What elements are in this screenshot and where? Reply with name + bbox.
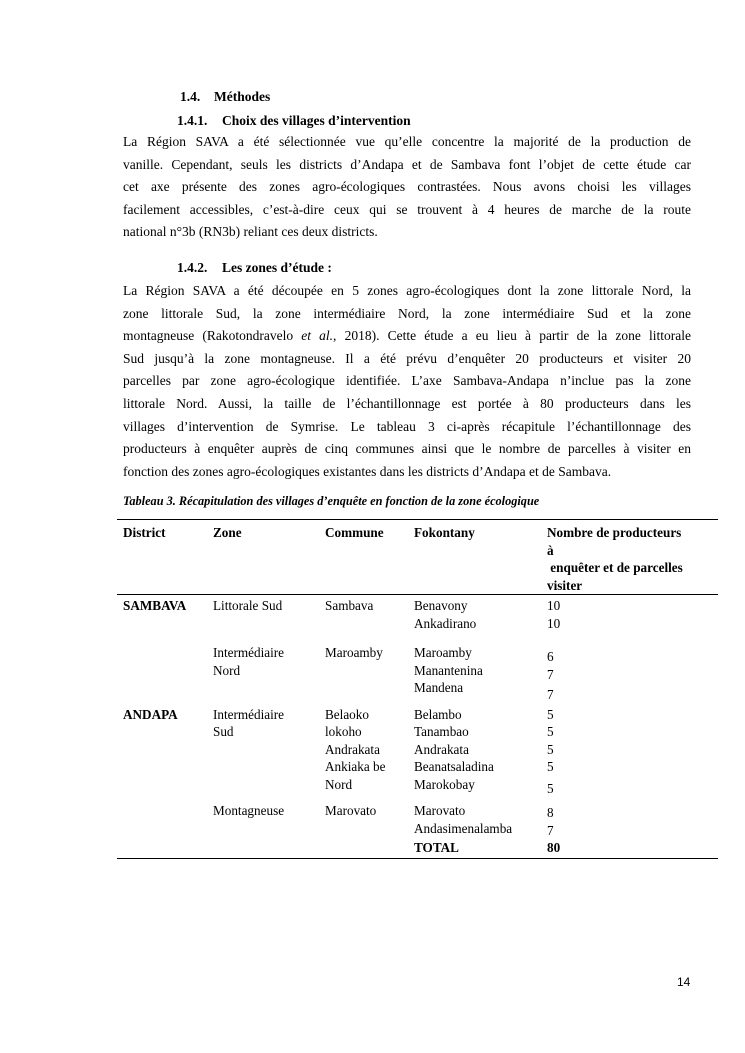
paragraph-line: La Région SAVA a été sélectionnée vue qu’elle concentre la majorité de la production de: [123, 134, 691, 149]
cell-count: [541, 595, 718, 633]
section-heading: [180, 89, 270, 105]
cell-count: [541, 704, 718, 798]
header-commune: Commune: [319, 520, 408, 595]
paragraph-line-citation: [123, 325, 691, 348]
count-item: 10: [547, 598, 561, 613]
count-item: 7: [547, 687, 554, 702]
page-number: 14: [677, 975, 691, 989]
recap-table: [117, 519, 718, 859]
count-item: 5: [547, 780, 554, 796]
fokontany-item: Andrakata: [414, 741, 469, 757]
paragraph-line: villages d’intervention de Symrise. Le tableau 3 ci-après récapitule l’échantillonnage des: [123, 418, 691, 434]
header-count-line: Nombre de producteurs: [547, 525, 682, 540]
cell-district: ANDAPA: [123, 706, 178, 722]
paragraph-line: zone littorale Sud, la zone intermédiaire Nord, la zone intermédiaire Sud et la zone: [123, 305, 691, 321]
table-row: [117, 595, 718, 633]
cell-empty: [207, 839, 319, 858]
citation-etal: et al.: [301, 328, 334, 344]
count-item: 5: [547, 759, 554, 774]
cell-fokontany: [408, 632, 541, 704]
total-label: TOTAL: [408, 839, 541, 858]
paragraph-line: vanille. Cependant, seuls les districts d’Andapa et de Sambava font l’objet de cette étude car: [123, 156, 691, 172]
total-value: 80: [541, 839, 718, 858]
citation-text-rest: , 2018). Cette étude a eu lieu à partir de la zone littorale: [333, 328, 691, 344]
subsection-heading-1: [177, 113, 411, 129]
paragraph-villages: [123, 131, 691, 244]
citation-text: montagneuse (Rakotondravelo: [123, 328, 302, 344]
subsection-number-1: 1.4.1.: [177, 113, 208, 128]
cell-count: [541, 797, 718, 839]
count-item: 7: [547, 822, 554, 838]
cell-fokontany: [408, 704, 541, 798]
table-header-row: [117, 520, 718, 595]
cell-fokontany: [408, 797, 541, 839]
count-item: 10: [547, 615, 561, 631]
cell-commune: Maroamby: [325, 645, 383, 660]
fokontany-item: Tanambao: [414, 724, 469, 739]
paragraph-zones: [123, 280, 691, 483]
table-row: [117, 632, 718, 704]
fokontany-item: Marokobay: [414, 776, 475, 792]
table-total-row: [117, 839, 718, 858]
header-count-line: visiter: [547, 577, 583, 593]
paragraph-line: littorale Nord. Aussi, la taille de l’échantillonnage est portée à 80 producteurs dans les: [123, 395, 691, 411]
header-district: District: [117, 520, 207, 595]
header-count-line: enquêter et de parcelles: [547, 560, 683, 575]
count-item: 5: [547, 724, 554, 739]
paragraph-line: national n°3b (RN3b) reliant ces deux districts.: [123, 224, 378, 240]
table-row: [117, 797, 718, 839]
cell-zone: [207, 704, 319, 798]
cell-zone: Montagneuse: [213, 803, 285, 818]
zone-line: Intermédiaire: [213, 645, 285, 660]
cell-commune: Sambava: [325, 598, 374, 613]
cell-fokontany: [408, 595, 541, 633]
table-caption: Tableau 3. Récapitulation des villages d’enquête en fonction de la zone écologique: [123, 494, 540, 508]
paragraph-line: La Région SAVA a été découpée en 5 zones agro-écologiques dont la zone littorale Nord, la: [123, 283, 691, 298]
fokontany-item: Andasimenalamba: [414, 820, 513, 836]
table-row: [117, 704, 718, 798]
fokontany-item: Beanatsaladina: [414, 759, 494, 774]
commune-item: Ankiaka be: [325, 759, 386, 774]
subsection-heading-2: [177, 260, 332, 276]
header-fokontany: Fokontany: [408, 520, 541, 595]
fokontany-item: Manantenina: [414, 662, 483, 678]
header-count-line: à: [547, 542, 554, 558]
cell-zone: Littorale Sud: [213, 598, 283, 613]
zone-line: Sud: [213, 724, 234, 739]
fokontany-item: Marovato: [414, 803, 466, 818]
paragraph-line: facilement accessibles, c’est-à-dire ceux qui se trouvent à 4 heures de marche de la route: [123, 201, 691, 217]
cell-empty: [319, 839, 408, 858]
paragraph-line: fonction des zones agro-écologiques existantes dans les districts d’Andapa et de Sambava.: [123, 463, 612, 479]
count-item: 8: [547, 805, 554, 820]
zone-line: Nord: [213, 662, 241, 678]
cell-commune: [319, 704, 408, 798]
commune-item: Andrakata: [325, 741, 380, 757]
header-zone: Zone: [207, 520, 319, 595]
paragraph-line: producteurs à enquêter auprès de cinq communes ainsi que le nombre de parcelles à visiter en: [123, 441, 691, 457]
subsection-number-2: 1.4.2.: [177, 260, 208, 275]
paragraph-line: parcelles par zone agro-écologique identifiée. L’axe Sambava-Andapa n’inclue pas la zone: [123, 373, 691, 389]
cell-empty: [117, 797, 207, 839]
count-item: 7: [547, 666, 554, 682]
cell-district: SAMBAVA: [123, 598, 187, 613]
cell-zone: [207, 632, 319, 704]
fokontany-item: Maroamby: [414, 645, 472, 660]
count-item: 5: [547, 741, 554, 757]
section-number: 1.4.: [180, 89, 201, 104]
subsection-title-2: Les zones d’étude :: [222, 260, 332, 275]
cell-commune: Marovato: [325, 803, 377, 818]
cell-empty: [117, 839, 207, 858]
cell-empty: [117, 632, 207, 704]
cell-count: [541, 632, 718, 704]
subsection-title-1: Choix des villages d’intervention: [222, 113, 411, 128]
fokontany-item: Ankadirano: [414, 615, 477, 631]
commune-item: lokoho: [325, 724, 362, 739]
count-item: 6: [547, 649, 554, 664]
fokontany-item: Benavony: [414, 598, 468, 613]
commune-item: Belaoko: [325, 706, 369, 722]
header-count: [541, 520, 718, 595]
zone-line: Intermédiaire: [213, 706, 285, 722]
fokontany-item: Mandena: [414, 680, 464, 695]
section-title: Méthodes: [214, 89, 271, 104]
fokontany-item: Belambo: [414, 706, 462, 722]
commune-item: Nord: [325, 776, 353, 792]
paragraph-line: cet axe présente des zones agro-écologiques contrastées. Nous avons choisi les villages: [123, 179, 691, 195]
count-item: 5: [547, 706, 554, 722]
paragraph-line: Sud jusqu’à la zone montagneuse. Il a été prévu d’enquêter 20 producteurs et visiter 20: [123, 350, 691, 366]
